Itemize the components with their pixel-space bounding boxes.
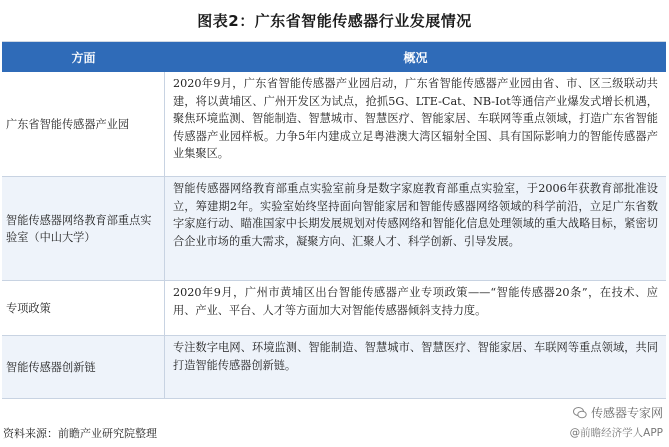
overview-table: [2, 41, 666, 399]
table-row: [2, 72, 666, 177]
row-aspect: 广东省智能传感器产业园: [2, 72, 165, 176]
header-overview: 概况: [403, 50, 428, 65]
source-note: 资料来源：前瞻产业研究院整理: [3, 427, 157, 440]
table-header: [2, 42, 666, 72]
brand-app: @前瞻经济学人APP: [569, 427, 663, 439]
row-overview: 专注数字电网、环境监测、智能制造、智慧城市、智慧医疗、智能家居、车联网等重点领域，共同打造智能传感器创新链。: [173, 341, 658, 372]
row-aspect: 智能传感器创新链: [2, 336, 165, 398]
row-aspect: 专项政策: [2, 281, 165, 335]
row-aspect: 智能传感器网络教育部重点实验室（中山大学）: [2, 177, 165, 280]
table-row: [2, 281, 666, 336]
brand-watermark: [570, 404, 663, 440]
row-overview: 2020年9月，广东省智能传感器产业园启动，广东省智能传感器产业园由省、市、区三级联动共建，将以黄埔区、广州开发区为试点，抢抓5G、LTE-Cat、NB-Iot等通信产业爆发式增长机遇，聚焦环境监测、智能制造、智慧城市、智慧医疗、智能家居、车联网等重点领域，打造广东省智能传感器产业园样板。力争5年内建成立足粤港澳大湾区辐射全国、具有国际影响力的智能传感器产业集聚区。: [173, 77, 658, 160]
row-overview: 2020年9月，广州市黄埔区出台智能传感器产业专项政策——“智能传感器20条”，在技术、应用、产业、平台、人才等方面加大对智能传感器倾斜支持力度。: [173, 286, 658, 317]
row-overview: 智能传感器网络教育部重点实验室前身是数字家庭教育部重点实验室，于2006年获教育部批准设立，筹建期2年。实验室始终坚持面向智能家居和智能传感器网络领域的科学前沿，立足广东省数字家庭行动、瞄准国家中长期发展规划对传感网络和智能化信息处理领域的重大战略目标，紧密切合企业市场的重大需求，凝聚方向、汇聚人才、科学创新、引导发展。: [173, 182, 658, 248]
chart-title: 图表2：广东省智能传感器行业发展情况: [197, 12, 472, 30]
brand-account: [570, 404, 663, 421]
brand-account-label: 传感器专家网: [590, 406, 663, 420]
table-row: [2, 336, 666, 399]
table-row: [2, 177, 666, 281]
header-aspect: 方面: [71, 50, 96, 65]
wechat-icon: [573, 406, 587, 420]
